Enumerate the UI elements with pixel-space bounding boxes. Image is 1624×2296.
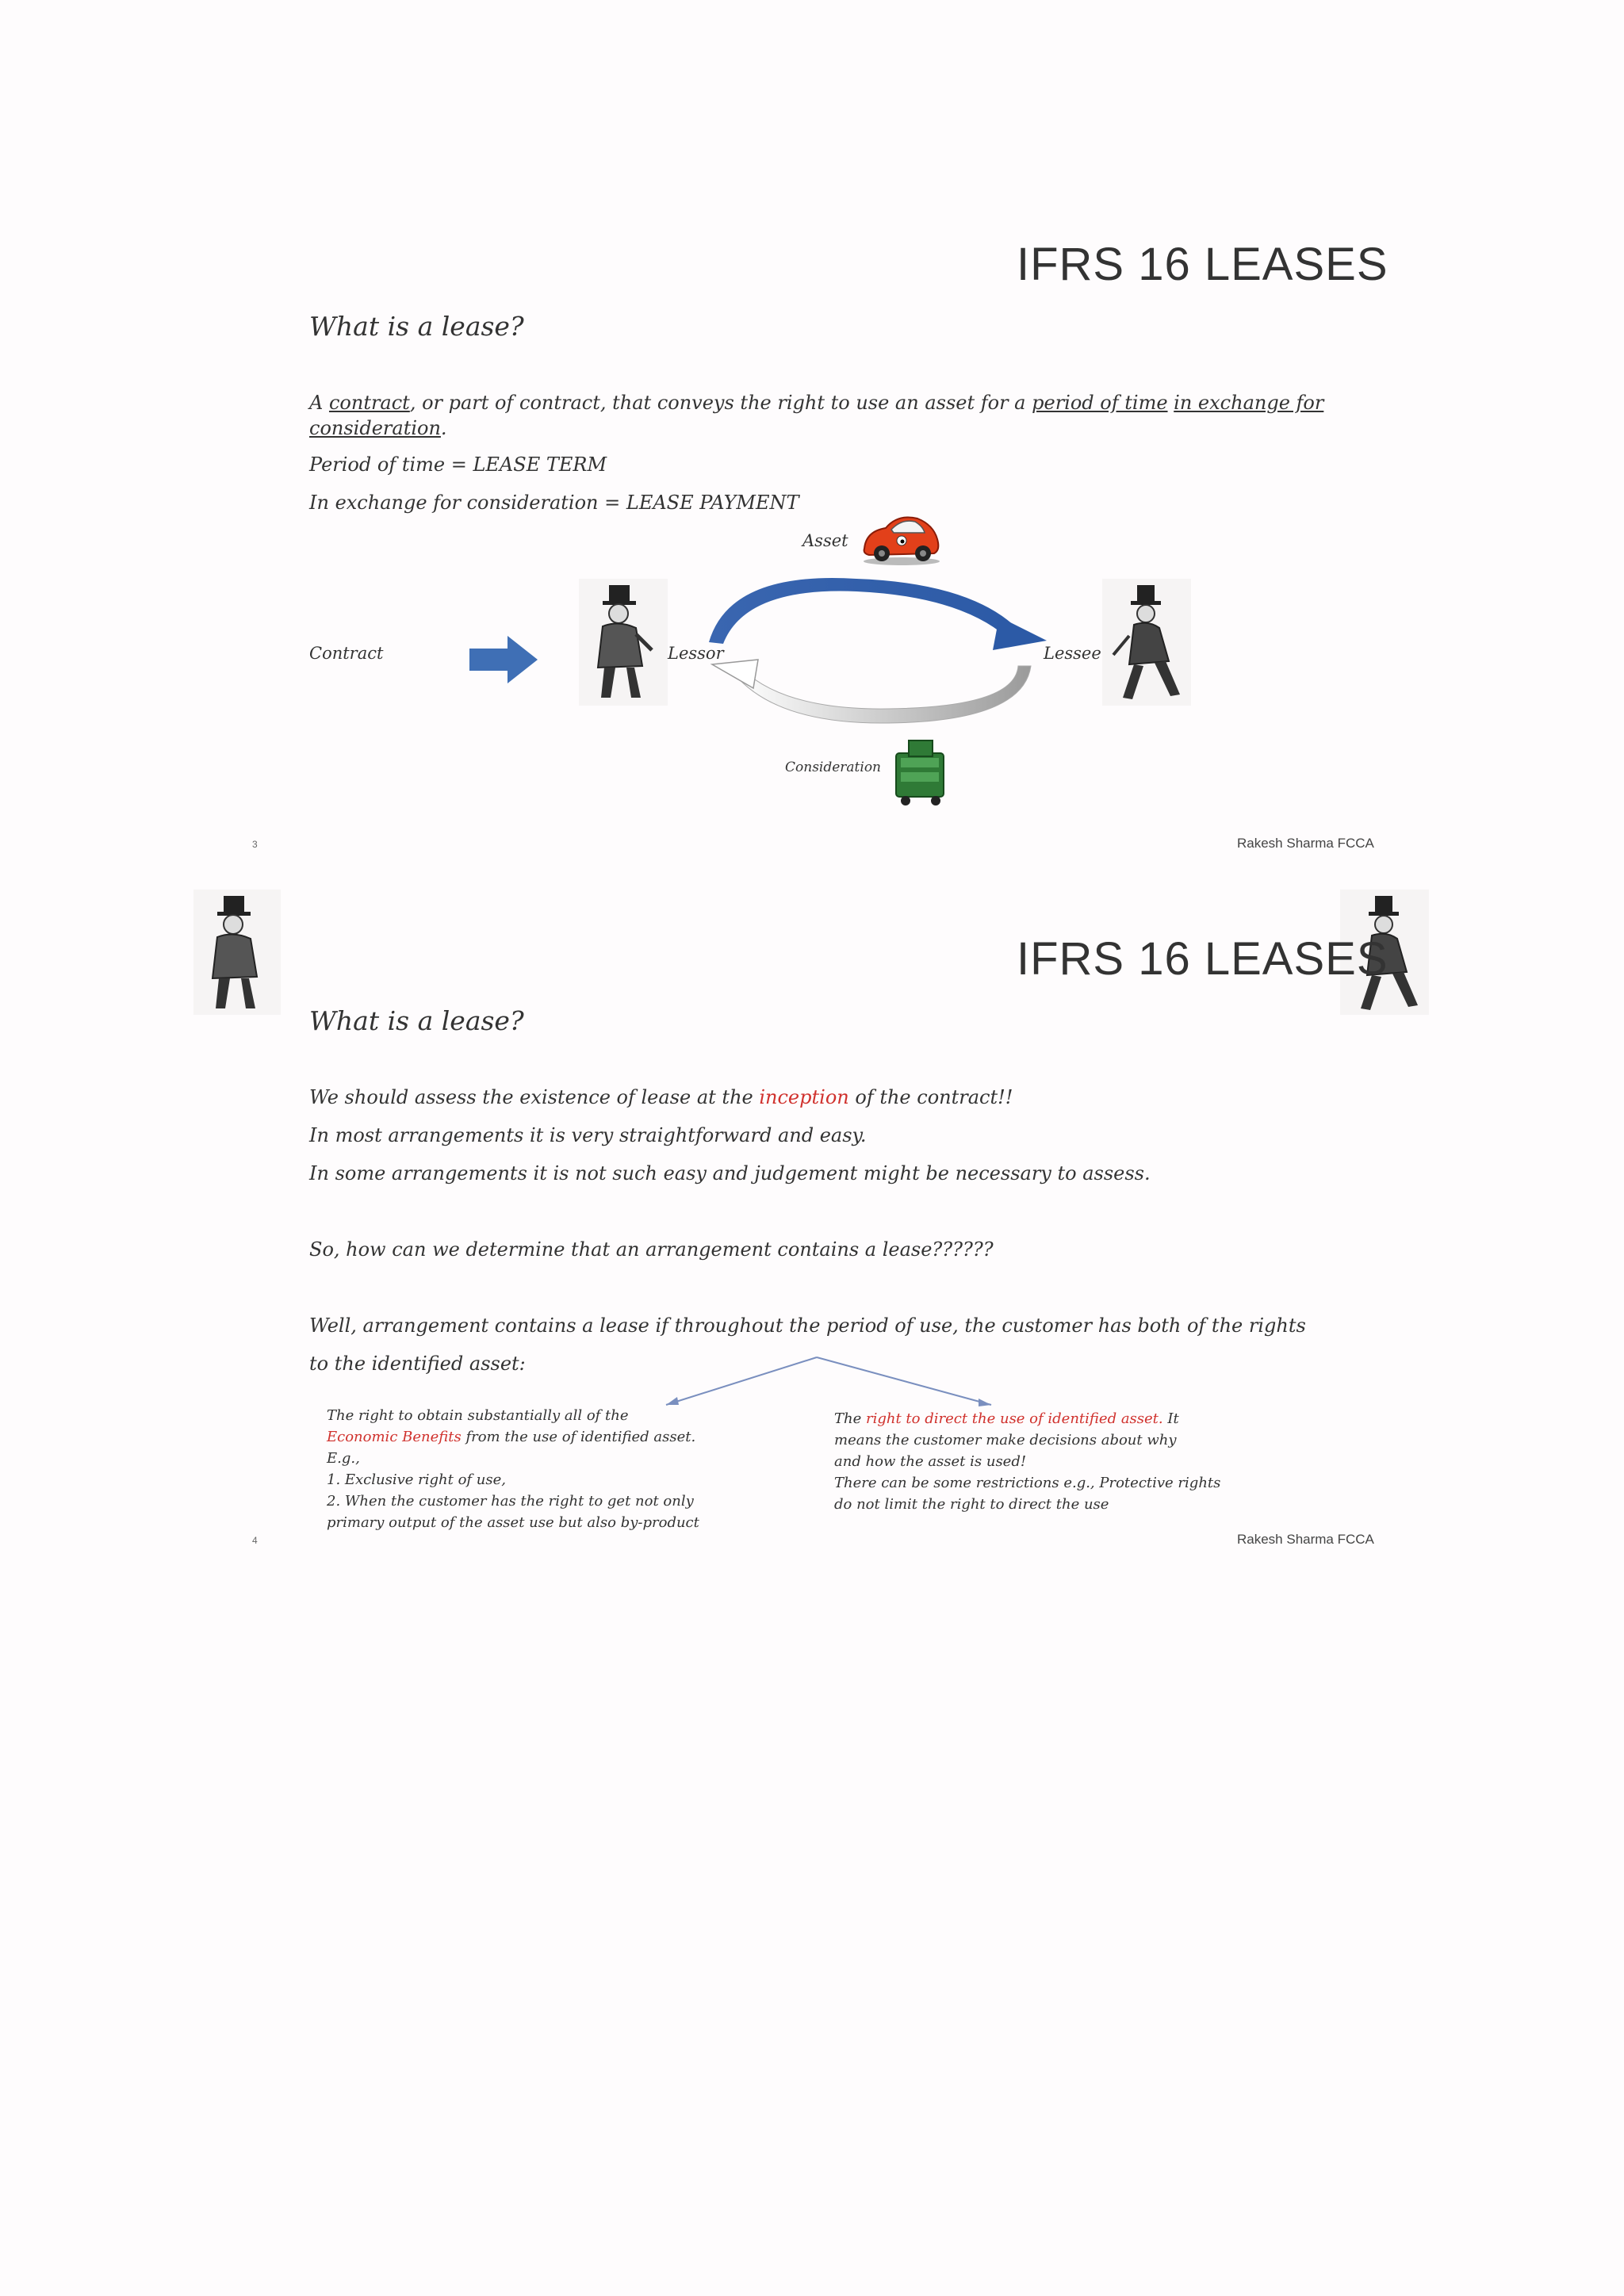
slide2-page-number: 4 [252,1535,258,1546]
inception-highlight: inception [759,1086,849,1108]
inception-line [309,1086,1013,1108]
definition-text: . [440,417,447,439]
answer-line-2: to the identified asset: [309,1353,526,1375]
right-to-direct-highlight: right to direct the use of identified asset. [865,1410,1163,1427]
straightforward-line: In most arrangements it is very straightforward and easy. [309,1124,867,1146]
slide2-subtitle: What is a lease? [309,1005,524,1036]
left-box-line: primary output of the asset use but also by-product [327,1514,699,1531]
slide1-subtitle: What is a lease? [309,311,524,342]
definition-text: A [309,392,329,414]
definition-underline-contract: contract [328,392,410,414]
right-box-text: It [1162,1410,1179,1427]
economic-benefits-highlight: Economic Benefits [327,1429,462,1445]
lessor-figure-icon [579,579,668,706]
judgement-line: In some arrangements it is not such easy and judgement might be necessary to assess. [309,1162,1151,1184]
asset-label: Asset [802,531,848,550]
right-to-direct-box [834,1408,1278,1515]
definition-text: , or part of contract, that conveys the right to use an asset for a [409,392,1032,414]
lease-definition [309,390,1340,441]
answer-line-1: Well, arrangement contains a lease if throughout the period of use, the customer has both of the rights [309,1314,1306,1337]
inception-line-text: of the contract!! [848,1086,1013,1108]
left-box-line: The right to obtain substantially all of the [327,1407,629,1424]
period-of-time-line: Period of time = LEASE TERM [309,453,607,476]
right-box-line: do not limit the right to direct the use [834,1496,1109,1513]
definition-underline-consideration: consideration [309,417,441,439]
lessor-label: Lessor [668,644,724,663]
right-box-line: There can be some restrictions e.g., Protective rights [834,1475,1221,1491]
question-line: So, how can we determine that an arrangement contains a lease?????? [309,1238,994,1261]
exchange-consideration-line: In exchange for consideration = LEASE PAYMENT [309,492,799,514]
consideration-label: Consideration [785,760,882,775]
right-box-line [834,1408,1278,1429]
lease-cycle-arrows [698,555,1047,745]
inception-line-text: We should assess the existence of lease at the [309,1086,760,1108]
right-box-line: means the customer make decisions about why [834,1432,1177,1448]
lessor-figure-icon [193,890,281,1015]
left-box-line: 2. When the customer has the right to get not only [327,1493,694,1510]
slide2-footer: Rakesh Sharma FCCA [1237,1532,1374,1547]
branch-arrows [650,1348,999,1411]
definition-underline-period: period of time [1032,392,1168,414]
right-box-line: and how the asset is used! [834,1453,1027,1470]
left-box-line: 1. Exclusive right of use, [327,1471,507,1488]
slide1-title: IFRS 16 LEASES [1017,239,1388,290]
slide1-footer: Rakesh Sharma FCCA [1237,836,1374,851]
money-stack-icon [890,737,953,809]
right-box-text: The [834,1410,866,1427]
lessee-figure-icon [1102,579,1191,706]
definition-underline-exchange: in exchange for [1174,392,1324,414]
left-box-line [327,1426,739,1448]
contract-label: Contract [309,644,384,663]
left-box-line: E.g., [327,1450,360,1467]
left-box-text: from the use of identified asset. [461,1429,696,1445]
lessee-label: Lessee [1044,644,1101,663]
slide1-page-number: 3 [252,839,258,850]
slide2-title: IFRS 16 LEASES [1017,933,1388,985]
economic-benefits-box [327,1405,739,1533]
contract-arrow-icon [468,634,539,685]
